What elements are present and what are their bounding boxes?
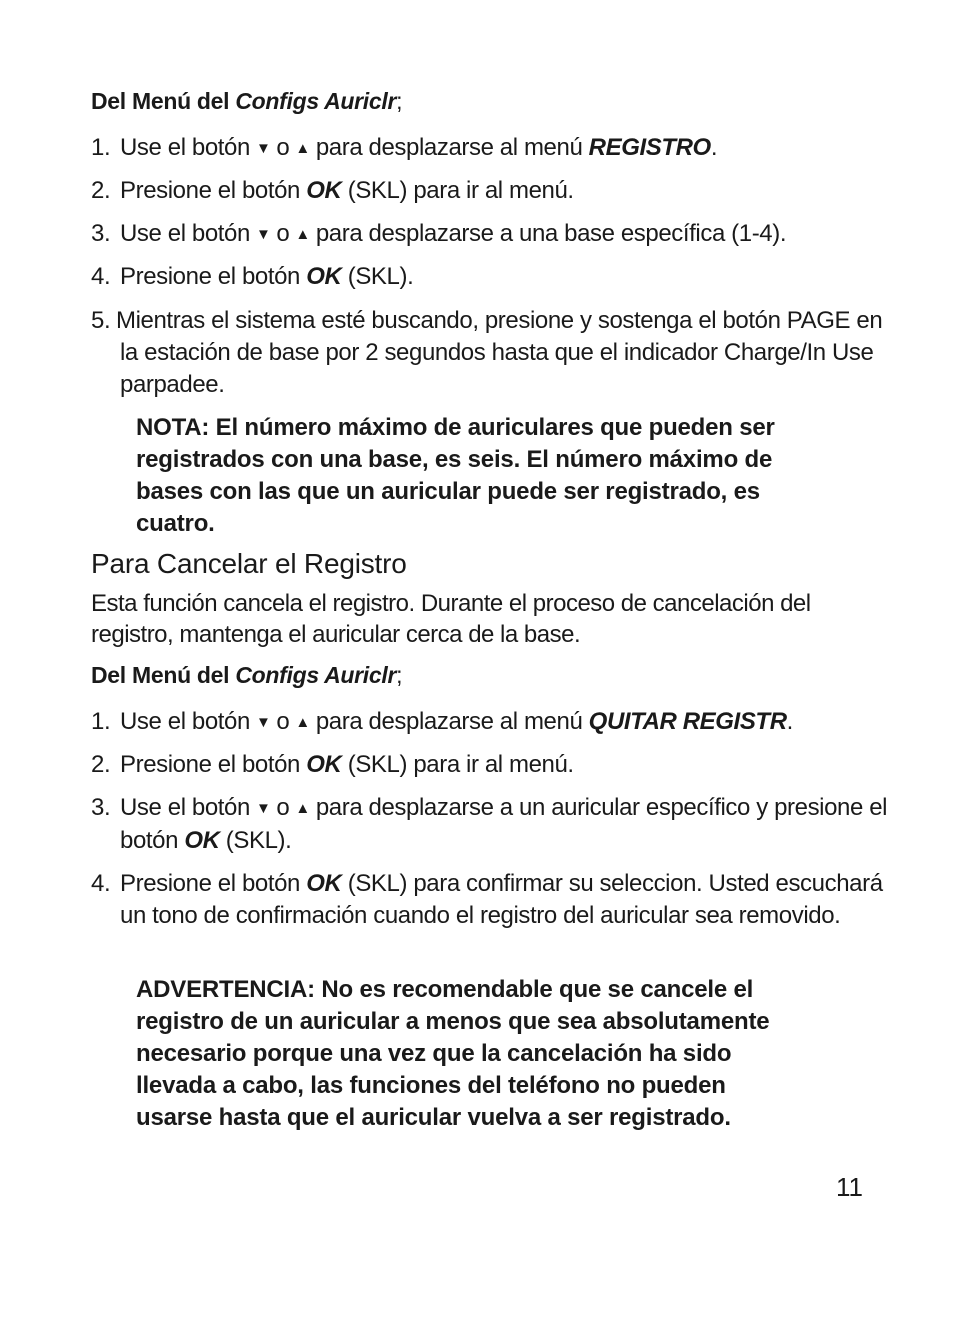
step-number: 2. <box>91 751 111 778</box>
step-number: 4. <box>91 263 111 290</box>
step-5 <box>91 305 895 401</box>
step-text: o <box>276 708 290 735</box>
step-text: Use el botón <box>120 794 250 821</box>
step-1 <box>91 132 895 165</box>
step-text: Mientras el sistema esté buscando, presione y sostenga el botón PAGE en la estación de base por 2 segundos hasta que el indicador Charge/In Use parpadee. <box>116 307 883 398</box>
menu-name: QUITAR REGISTR <box>588 708 787 735</box>
step-number: 2. <box>91 177 111 204</box>
subhead-menu-name: Configs Auriclr <box>235 662 397 688</box>
menu-subhead <box>91 662 881 689</box>
step-2 <box>91 749 895 781</box>
step-number: 3. <box>91 220 111 247</box>
step-text: Presione el botón <box>120 263 307 290</box>
step-4 <box>91 261 895 293</box>
note-text: NOTA: El número máximo de auriculares que pueden ser registrados con una base, es seis. El número máximo de bases con las que un auricular puede ser registrado, es cuatro. <box>136 414 775 537</box>
subhead-menu-name: Configs Auriclr <box>235 88 397 114</box>
step-2 <box>91 175 895 207</box>
up-arrow-icon: ▲ <box>295 714 310 731</box>
step-text: Presione el botón <box>120 870 307 897</box>
step-text: . <box>786 708 793 735</box>
step-text: o <box>276 794 290 821</box>
step-3 <box>91 218 895 251</box>
step-number: 5. <box>91 307 111 334</box>
step-text: Presione el botón <box>120 177 307 204</box>
down-arrow-icon: ▼ <box>255 714 271 731</box>
step-text: o <box>276 134 290 161</box>
step-text: Presione el botón <box>120 751 307 778</box>
step-text: para desplazarse a una base específica (1-4). <box>315 220 787 247</box>
subhead-suffix: ; <box>396 662 403 688</box>
step-text: para desplazarse al menú <box>315 708 589 735</box>
up-arrow-icon: ▲ <box>295 226 310 243</box>
step-1 <box>91 706 895 739</box>
step-number: 1. <box>91 134 111 161</box>
step-text: Use el botón <box>120 134 250 161</box>
menu-name: REGISTRO <box>588 134 711 161</box>
step-3 <box>91 792 895 857</box>
step-4 <box>91 868 895 932</box>
subhead-prefix: Del Menú del <box>91 662 236 688</box>
ok-key-label: OK <box>306 263 342 290</box>
section-intro: Esta función cancela el registro. Durante el proceso de cancelación del registro, mantenga el auricular cerca de la base. <box>91 590 811 648</box>
ok-key-label: OK <box>184 827 220 854</box>
subhead-prefix: Del Menú del <box>91 88 236 114</box>
step-text: Use el botón <box>120 708 250 735</box>
subhead-suffix: ; <box>396 88 403 114</box>
section-title: Para Cancelar el Registro <box>91 548 407 579</box>
menu-subhead <box>91 88 881 115</box>
step-text: para desplazarse al menú <box>315 134 589 161</box>
ok-key-label: OK <box>306 751 342 778</box>
step-text: Use el botón <box>120 220 250 247</box>
page-number: 11 <box>836 1172 863 1202</box>
step-number: 3. <box>91 794 111 821</box>
ok-key-label: OK <box>306 870 342 897</box>
step-text: (SKL) para ir al menú. <box>341 177 574 204</box>
down-arrow-icon: ▼ <box>255 140 271 157</box>
up-arrow-icon: ▲ <box>295 140 310 157</box>
step-number: 4. <box>91 870 111 897</box>
step-number: 1. <box>91 708 111 735</box>
down-arrow-icon: ▼ <box>255 226 271 243</box>
step-text: para desplazarse a un auricular específico y presione el botón <box>120 794 888 854</box>
down-arrow-icon: ▼ <box>255 800 271 817</box>
warning-text: ADVERTENCIA: No es recomendable que se cancele el registro de un auricular a menos que sea absolutamente necesario porque una vez que la cancelación ha sido llevada a cabo, las funciones del teléfono no pueden usarse hasta que el auricular vuelva a ser registrado. <box>136 976 770 1131</box>
step-text: (SKL) para ir al menú. <box>341 751 574 778</box>
ok-key-label: OK <box>306 177 342 204</box>
up-arrow-icon: ▲ <box>295 800 310 817</box>
step-text: . <box>710 134 718 161</box>
step-text: (SKL) para confirmar su seleccion. Usted escuchará un tono de confirmación cuando el registro del auricular sea removido. <box>120 870 883 929</box>
step-text: (SKL). <box>219 827 292 854</box>
step-text: o <box>276 220 290 247</box>
step-text: (SKL). <box>341 263 414 290</box>
